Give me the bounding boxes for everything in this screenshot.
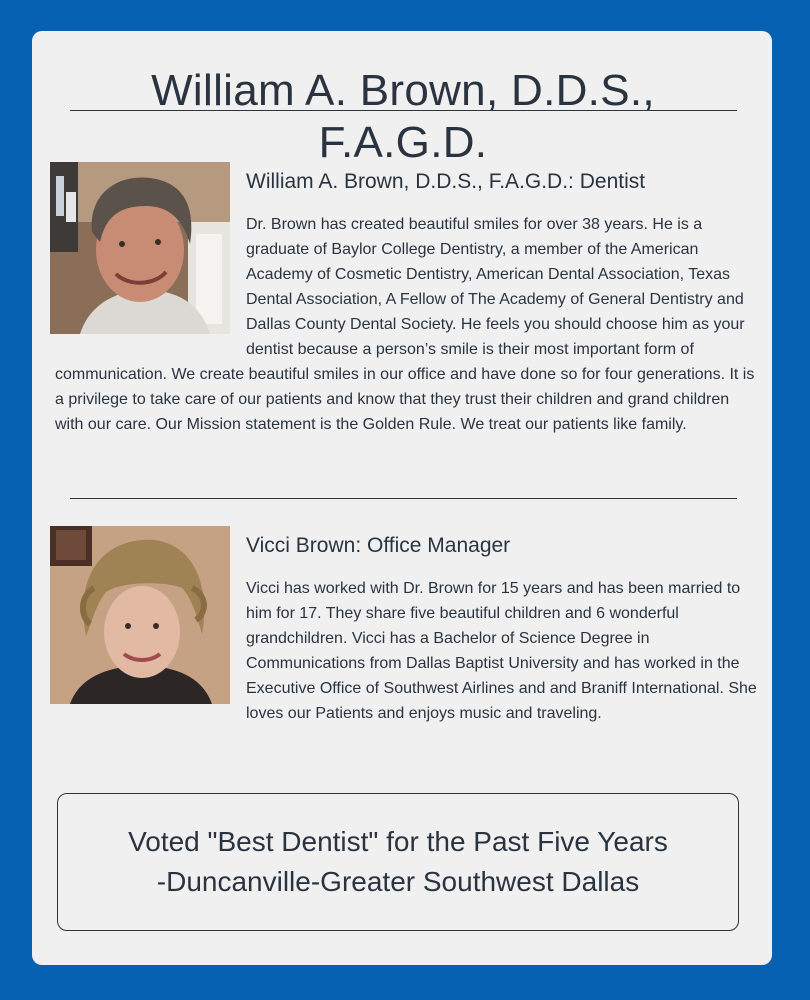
manager-portrait — [50, 526, 230, 704]
dentist-heading: William A. Brown, D.D.S., F.A.G.D.: Dentist — [246, 170, 646, 193]
dentist-profile — [50, 162, 762, 437]
section-divider — [70, 498, 737, 499]
content-card — [32, 31, 772, 965]
manager-photo — [50, 526, 230, 704]
manager-profile — [50, 526, 762, 726]
manager-bio: Vicci has worked with Dr. Brown for 15 years and has been married to him for 17. They share five beautiful children and 6 wonderful grandchildren. Vicci has a Bachelor of Science Degree in Communications from Dallas Baptist University and has worked in the Executive Office of Southwest Airlines and and Braniff International. She loves our Patients and enjoys music and traveling. — [246, 580, 757, 722]
award-line-2: -Duncanville-Greater Southwest Dallas — [156, 866, 640, 897]
dentist-portrait — [50, 162, 230, 334]
award-box — [57, 793, 739, 931]
award-line-1: Voted "Best Dentist" for the Past Five Years — [128, 826, 668, 857]
title-divider — [70, 110, 737, 111]
dentist-photo — [50, 162, 230, 334]
page-title: William A. Brown, D.D.S., F.A.G.D. — [151, 66, 655, 167]
manager-heading: Vicci Brown: Office Manager — [246, 534, 511, 557]
dentist-bio: Dr. Brown has created beautiful smiles for over 38 years. He is a graduate of Baylor College Dentistry, a member of the American Academy of Cosmetic Dentistry, American Dental Association, Texas Dental Association, A Fellow of The Academy of General Dentistry and Dallas County Dental Society. He feels you should choose him as your dentist because a person’s smile is their most important form of communication. We create beautiful smiles in our office and have done so for four generations. It is a privilege to take care of our patients and know that they trust their children and grand children with our care. Our Mission statement is the Golden Rule. We treat our patients like family. — [55, 216, 755, 433]
